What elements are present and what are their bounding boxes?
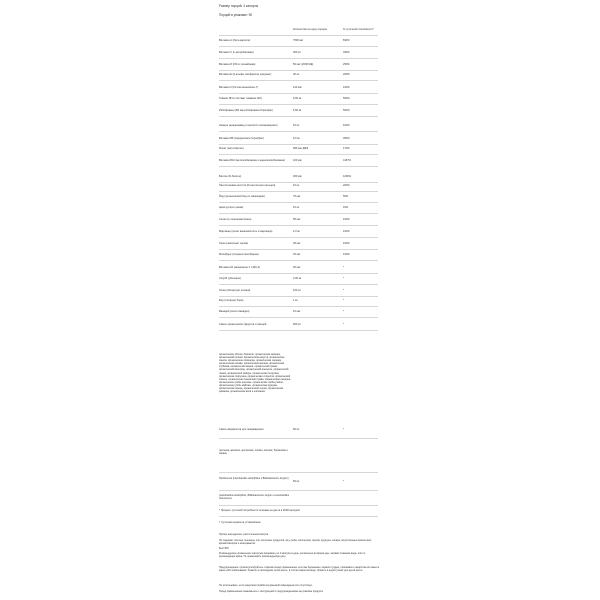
non-gmo-label: Без ГМО — [219, 547, 229, 550]
nutrient-amount: 6,50 мг — [293, 109, 302, 112]
enzyme-row-percent: * — [343, 428, 345, 431]
row-divider — [219, 131, 378, 132]
row-divider — [219, 213, 378, 214]
serving-size: Размер порций: 4 капсулы — [219, 4, 259, 8]
nutrient-amount: 10 мкг — [293, 310, 301, 313]
nutrient-name: Цинк (цитрат цинка) — [219, 206, 244, 209]
nutrient-percent: 100% — [343, 86, 350, 89]
nutrient-name: Витамин Е (d-альфа-токоферола сукцинат) — [219, 73, 272, 76]
row-divider — [219, 237, 378, 238]
nutrient-amount: 16 мг — [293, 124, 300, 127]
nutrient-name: Молибден (глицинат молибдена) — [219, 253, 259, 256]
nutrient-percent: 500% — [343, 97, 350, 100]
nutrient-percent: 250% — [343, 63, 350, 66]
nutrient-percent: 200% — [343, 184, 350, 187]
nutrient-percent: 200% — [343, 73, 350, 76]
nutrient-percent: * — [343, 289, 345, 292]
row-divider — [219, 225, 378, 226]
nutrient-amount: 2,3 мг — [293, 230, 301, 233]
nutrient-name: Витамин С (L-аскорбиновая) — [219, 51, 254, 54]
probiotic-row-amount: 50 мг — [293, 480, 300, 483]
nutrient-amount: 300 мг — [293, 51, 301, 54]
nutrient-name: Йод (органический йод из ламинарии) — [219, 195, 265, 198]
row-divider — [219, 70, 378, 71]
nutrient-name: Витамин К2 (менахинон-7 и MK-4) — [219, 266, 261, 269]
nutrient-amount: 6,0 мг — [293, 137, 301, 140]
probiotic-row-percent: * — [343, 480, 345, 483]
percent-column-header: % суточной потребности* — [343, 28, 374, 31]
directions-text: Рекомендуемое применение: взрослым принимать по 4 капсулы в день, желательно во время еды, запивая стаканом воды, или по рекомендации врача. Не превышайте рекомендуемую дозу. — [219, 552, 366, 559]
enzyme-ingredients: протеаза, амилаза, целлюлаза, липаза, лактаза, бромелаин и папаин — [219, 449, 288, 456]
row-divider — [219, 80, 378, 81]
enzyme-row-amount: 50 мг — [293, 428, 300, 431]
blend-ingredients: органические яблоки, брокколи, органическая морковь, органический шпинат, органическая капуста, органическая свекла, органические помидоры, органическая черника, органическая клюква, органическая малина, органическая клубника, органическая вишня, органический гранат, органический виноград, органический апельсин, органический лимон, органический имбирь, органическая петрушка, органическая спирулина, органическая хлорелла, органический ячмень, органическая пшеничная трава, органическая люцерна, органические грибы шиитаке, органические грибы рейши, органические грибы майтаке, органическая куркума, органическая корица, органический чеснок, органическая ромашка, органическая мята и шиповник — [219, 353, 291, 394]
nutrient-name: Витамин D (D3 из лишайника) — [219, 63, 256, 66]
nutrient-name: Биотин (D-биотин) — [219, 175, 242, 178]
nutrient-name: Витамин В12 (метилкобаламин и аденозилкобаламин) — [219, 159, 285, 162]
nutrient-name: Марганец (хелат аминокислоты и марганца) — [219, 230, 273, 233]
row-divider — [219, 116, 378, 117]
row-divider — [219, 472, 378, 473]
row-divider — [219, 202, 378, 203]
nutrient-percent: 100% — [343, 230, 350, 233]
nutrient-name: Хром (никотинат хрома) — [219, 242, 249, 245]
enzyme-row-name: Смесь ферментов для пищеварения — [219, 428, 264, 431]
nutrient-percent: 100% — [343, 124, 350, 127]
nutrient-amount: 20 мкг — [293, 266, 301, 269]
nutrient-percent: 50% — [343, 195, 349, 198]
nutrient-percent: * — [343, 323, 345, 326]
row-divider — [219, 144, 378, 145]
nutrient-amount: 6,00 мг — [293, 97, 302, 100]
not-established-footnote: † Суточная норма не установлена. — [219, 521, 261, 524]
nutrient-name: Рибофлавин (В2 как рибофлавин-5-фосфат) — [219, 109, 274, 112]
nutrient-amount: 680 мкг ДФЭ — [293, 147, 309, 150]
nutrient-amount: 55 мкг — [293, 218, 301, 221]
nutrient-name: Витамин В6 (пиридоксаль-5-фосфат) — [219, 137, 265, 140]
row-divider — [219, 191, 378, 192]
nutrient-name: Фолат (метилфолат) — [219, 147, 244, 150]
nutrient-amount: 30 мг — [293, 73, 300, 76]
nutrient-amount: 100 мкг — [293, 159, 302, 162]
nutrient-name: Витамин А (бета-каротин) — [219, 39, 251, 42]
nutrient-amount: 100 мг — [293, 289, 301, 292]
seal-warning: Не использовать, если защитная пломба под крышкой повреждена или отсутствует. — [219, 584, 313, 587]
nutrient-amount: 7500 мкг — [293, 39, 304, 42]
row-divider — [219, 330, 378, 331]
nutrient-name: Ванадий (хелат ванадия) — [219, 310, 250, 313]
nutrient-percent: 100% — [343, 218, 350, 221]
nutrient-percent: 1000% — [343, 175, 352, 178]
nutrient-name: Селен (L-селенометионин) — [219, 218, 252, 221]
nutrient-amount: 1 мг — [293, 299, 298, 302]
row-divider — [219, 296, 378, 297]
row-divider — [219, 93, 378, 94]
read-label-note: Перед применением ознакомьтесь с инструкцией и предупреждениями на упаковке продукта. — [219, 590, 324, 593]
row-divider — [219, 166, 378, 167]
nutrient-percent: 333% — [343, 51, 350, 54]
nutrient-amount: 45 мкг — [293, 253, 301, 256]
row-divider — [219, 46, 378, 47]
nutrient-percent: 100% — [343, 242, 350, 245]
nutrient-percent: * — [343, 277, 345, 280]
row-divider — [219, 490, 378, 491]
allergen-statement: Не содержит глютена, пшеницы, сои, молочных продуктов, яиц, рыбы, моллюсков, орехов, кукурузы, сахара, искусственных красителей, ароматизаторов и консервантов. — [219, 539, 372, 546]
probiotic-row-name: Пробиотики (Lactobacillus acidophilus и Bifidobacterium longum) — [219, 477, 289, 480]
nutrient-amount: 500 мг — [293, 323, 301, 326]
row-divider — [219, 58, 378, 59]
nutrient-amount: 75 мкг — [293, 195, 301, 198]
warning-text: Предупреждение: проконсультируйтесь с врачом перед применением, если вы беременны, кормите грудью, принимаете лекарства или имеете какие-либо заболевания. Хранить в прохладном сухом месте, в плотно закрытом виде. Хранить в недоступном для детей месте. — [219, 566, 380, 573]
row-divider — [219, 249, 378, 250]
nutrient-amount: 300 мкг — [293, 175, 302, 178]
row-divider — [219, 516, 378, 517]
nutrient-percent: 170% — [343, 147, 350, 150]
row-divider — [219, 284, 378, 285]
nutrient-percent: * — [343, 310, 345, 313]
nutrient-name: CoQ10 (убихинон) — [219, 277, 241, 280]
daily-value-footnote: * Процент суточной потребности основан на диете в 2000 калорий. — [219, 509, 301, 512]
row-divider — [219, 317, 378, 318]
nutrient-amount: 50 мкг (2000 МЕ) — [293, 63, 314, 66]
row-divider — [219, 260, 378, 261]
nutrient-amount: 120 мкг — [293, 86, 302, 89]
row-divider — [219, 438, 378, 439]
nutrient-percent: 833% — [343, 39, 350, 42]
row-divider — [219, 306, 378, 307]
nutrient-percent: * — [343, 299, 345, 302]
nutrient-amount: 10 мг — [293, 206, 300, 209]
nutrient-amount: 10 мг — [293, 184, 300, 187]
nutrient-amount: 35 мкг — [293, 242, 301, 245]
row-divider — [219, 505, 378, 506]
row-divider — [219, 182, 378, 183]
nutrient-percent: 353% — [343, 137, 350, 140]
nutrient-amount: 4,00 мг — [293, 277, 302, 280]
nutrient-percent: 4167% — [343, 159, 352, 162]
nutrient-percent: 100% — [343, 253, 350, 256]
header-divider — [219, 35, 378, 36]
amount-column-header: Количество на одну порцию — [293, 28, 327, 31]
row-divider — [219, 273, 378, 274]
nutrient-name: Холин (битартрат холина) — [219, 289, 251, 292]
nutrient-name: Ниацин (ниацинамид и инозитол гексаниацинат) — [219, 124, 278, 127]
row-divider — [219, 104, 378, 105]
nutrient-percent: 500% — [343, 109, 350, 112]
nutrient-name: Пантотеновая кислота (D-пантотенат кальция) — [219, 184, 276, 187]
nutrient-name: Смесь органических фруктов и овощей — [219, 323, 267, 326]
other-ingredients: Прочие ингредиенты: растительная капсула. — [219, 533, 269, 536]
nutrient-name: Бор (глицинат бора) — [219, 299, 244, 302]
nutrient-name: Тиамин (В1 в составе тиамина HCl) — [219, 97, 262, 100]
servings-per-container: Порций в упаковке: 90 — [219, 13, 253, 17]
nutrient-name: Витамин К (K2 как менахинон-7) — [219, 86, 258, 89]
nutrient-percent: 91% — [343, 206, 349, 209]
probiotic-ingredients: (Lactobacillus acidophilus, Bifidobacterium longum и Lactobacillus rhamnosus) — [219, 494, 290, 501]
nutrient-percent: * — [343, 266, 345, 269]
row-divider — [219, 154, 378, 155]
